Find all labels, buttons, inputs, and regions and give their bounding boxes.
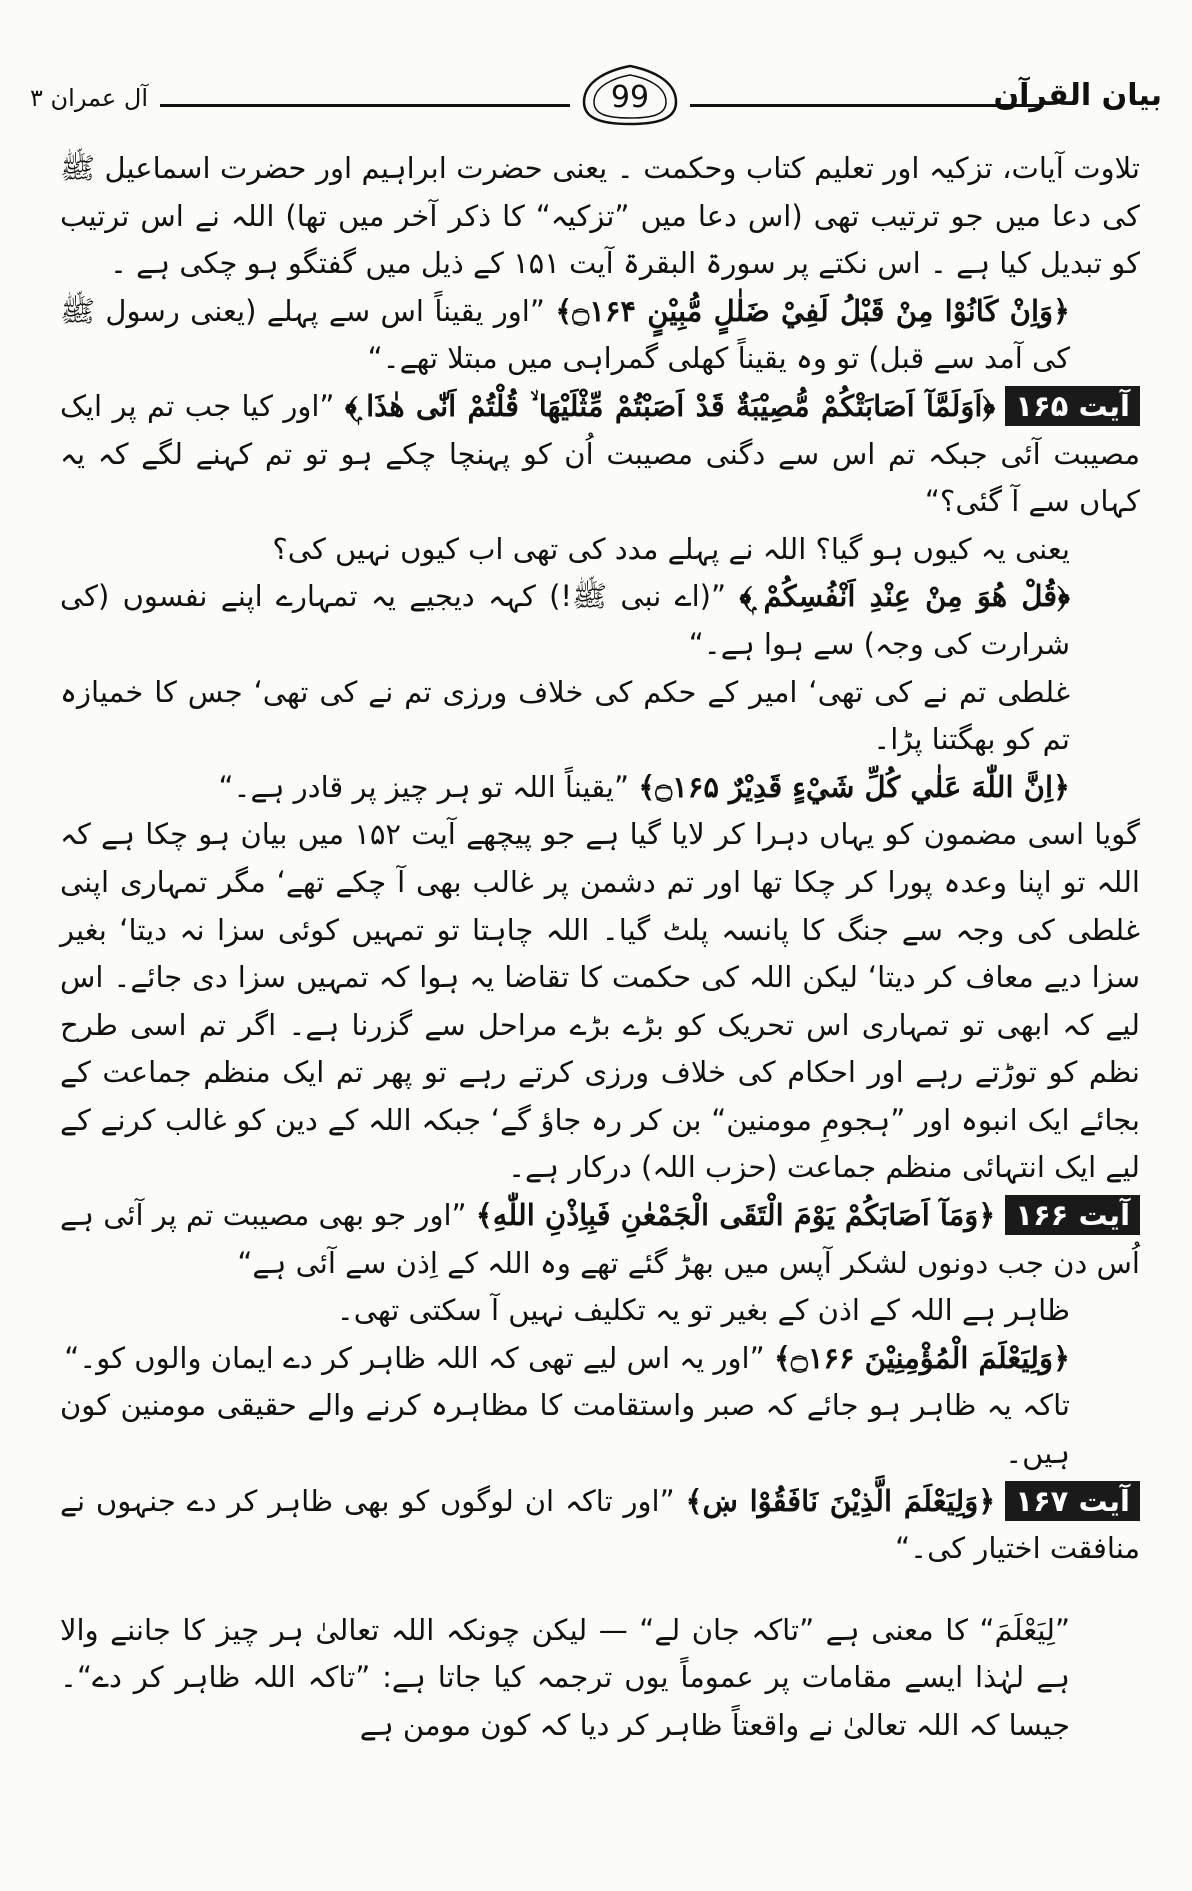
arabic-verse: ﴿قُلْ هُوَ مِنْ عِنْدِ اَنْفُسِكُمْ ۭ﴾ — [739, 579, 1070, 614]
paragraph: ”لِیَعْلَمَ“ کا معنی ہے ”تاکہ جان لے“ — لیکن چونکہ اللہ تعالیٰ ہر چیز کا جاننے والا ہے لہٰذا ایسے مقامات پر عموماً یوں ترجمہ کیا جاتا ہے: ”تاکہ اللہ ظاہر کر دے“۔ جیسا کہ اللہ تعالیٰ نے واقعتاً ظاہر کر دیا کہ کون مومن ہے — [60, 1612, 1070, 1742]
ayah-number-tag: آیت ۱۶۶ — [1005, 1195, 1140, 1235]
paragraph: تاکہ یہ ظاہر ہو جائے کہ صبر واستقامت کا مظاہرہ کرنے والے حقیقی مومنین کون ہیں۔ — [60, 1388, 1070, 1471]
paragraph: یعنی یہ کیوں ہو گیا؟ اللہ نے پہلے مدد کی تھی اب کیوں نہیں کی؟ — [272, 531, 1070, 566]
arabic-verse: ﴿وَلِيَعْلَمَ الَّذِيْنَ نَافَقُوْا ښ﴾ — [685, 1483, 996, 1518]
paragraph: گویا اسی مضمون کو یہاں دہرا کر لایا گیا ہے جو پیچھے آیت ۱۵۲ میں بیان ہو چکا ہے کہ اللہ تو اپنا وعدہ پورا کر چکا تھا اور تم دشمن پر غالب بھی آ چکے تھے‘ مگر تمہاری اپنی غلطی کی وجہ سے جنگ کا پانسہ پلٹ گیا۔ اللہ چاہتا تو تمہیں کوئی سزا نہ دیتا‘ بغیر سزا دیے معاف کر دیتا‘ لیکن اللہ کی حکمت کا تقاضا یہ ہوا کہ تمہیں سزا دی جائے۔ اس لیے کہ ابھی تو تمہاری اس تحریک کو بڑے بڑے مراحل سے گزرنا ہے۔ اگر تم اسی طرح نظم کو توڑتے رہے اور احکام کی خلاف ورزی کرتے رہے تو پھر تم ایک منظم جماعت کے بجائے ایک انبوہ اور ”ہجومِ مومنین“ بن کر رہ جاؤ گے‘ جبکہ اللہ کے دین کو غالب کرنے کے لیے ایک انتہائی منظم جماعت (حزب اللہ) درکار ہے۔ — [60, 817, 1140, 1185]
surah-name: آل عمران ۳ — [30, 84, 148, 112]
translation: ”اور جو بھی مصیبت تم پر آئی ہے اُس دن جب دونوں لشکر آپس میں بھڑ گئے تھے وہ اللہ کے اِذن سے آئی ہے“ — [60, 1198, 1140, 1280]
verse-paragraph — [60, 573, 1140, 668]
translation: ”اور یقیناً اس سے پہلے (یعنی رسول ﷺ کی آمد سے قبل) تو وہ یقیناً کھلی گمراہی میں مبتلا تھے۔“ — [60, 293, 1070, 376]
page-body — [60, 145, 1140, 1750]
running-title: بیان القرآن — [993, 78, 1162, 113]
arabic-verse: ﴿وَاِنْ كَانُوْا مِنْ قَبْلُ لَفِيْ ضَلٰلٍ مُّبِيْنٍ ۝۱۶۴﴾ — [555, 293, 1071, 328]
verse-paragraph — [60, 383, 1140, 526]
verse-paragraph — [60, 764, 1140, 812]
arabic-verse: ﴿اِنَّ اللّٰهَ عَلٰي كُلِّ شَيْءٍ قَدِيْرٌ ۝۱۶۵﴾ — [638, 769, 1070, 804]
arabic-verse: ﴿وَلِيَعْلَمَ الْمُؤْمِنِيْنَ ۝۱۶۶﴾ — [773, 1340, 1070, 1375]
paragraph: غلطی تم نے کی تھی‘ امیر کے حکم کی خلاف ورزی تم نے کی تھی‘ جس کا خمیازہ تم کو بھگتنا پڑا۔ — [60, 674, 1070, 757]
arabic-verse: ﴿اَوَلَمَّآ اَصَابَتْكُمْ مُّصِيْبَةٌ قَدْ اَصَبْتُمْ مِّثْلَيْهَا ۙ قُلْتُمْ اَنّٰى هٰذَا ۭ﴾ — [344, 388, 996, 423]
paragraph: تلاوت آیات، تزکیہ اور تعلیم کتاب وحکمت ۔ یعنی حضرت ابراہیم اور حضرت اسماعیل ﷺ کی دعا میں جو ترتیب تھی (اس دعا میں ”تزکیہ“ کا ذکر آخر میں تھا) اللہ نے اس ترتیب کو تبدیل کیا ہے ۔ اس نکتے پر سورۃ البقرۃ آیت ۱۵۱ کے ذیل میں گفتگو ہو چکی ہے ۔ — [60, 151, 1140, 281]
ayah-number-tag: آیت ۱۶۷ — [1005, 1481, 1140, 1521]
verse-paragraph — [60, 288, 1140, 383]
arabic-verse: ﴿وَمَآ اَصَابَكُمْ يَوْمَ الْتَقَى الْجَمْعٰنِ فَبِاِذْنِ اللّٰهِ﴾ — [475, 1198, 996, 1233]
translation: ”اور کیا جب تم پر ایک مصیبت آئی جبکہ تم اس سے دگنی مصیبت اُن کو پہنچا چکے ہو تو تم کہنے لگے کہ یہ کہاں سے آ گئی؟“ — [60, 388, 1140, 519]
verse-paragraph — [60, 1192, 1140, 1287]
verse-paragraph — [60, 1335, 1140, 1383]
page-header — [30, 58, 1162, 128]
page-number: 99 — [610, 80, 650, 115]
header-rule-left — [160, 104, 570, 107]
page-number-cartouche — [570, 62, 690, 128]
translation: ”یقیناً اللہ تو ہر چیز پر قادر ہے۔“ — [218, 769, 629, 804]
translation: ”(اے نبی ﷺ!) کہہ دیجیے یہ تمہارے اپنے نفسوں (کی شرارت کی وجہ) سے ہوا ہے۔“ — [60, 579, 1070, 661]
verse-paragraph — [60, 1478, 1140, 1573]
paragraph: ظاہر ہے اللہ کے اذن کے بغیر تو یہ تکلیف نہیں آ سکتی تھی۔ — [336, 1293, 1070, 1328]
header-rule-right — [690, 104, 1040, 107]
translation: ”اور یہ اس لیے تھی کہ اللہ ظاہر کر دے ایمان والوں کو۔“ — [64, 1340, 765, 1375]
translation: ”اور تاکہ ان لوگوں کو بھی ظاہر کر دے جنہوں نے منافقت اختیار کی۔“ — [60, 1483, 1140, 1566]
ayah-number-tag: آیت ۱۶۵ — [1005, 386, 1140, 426]
